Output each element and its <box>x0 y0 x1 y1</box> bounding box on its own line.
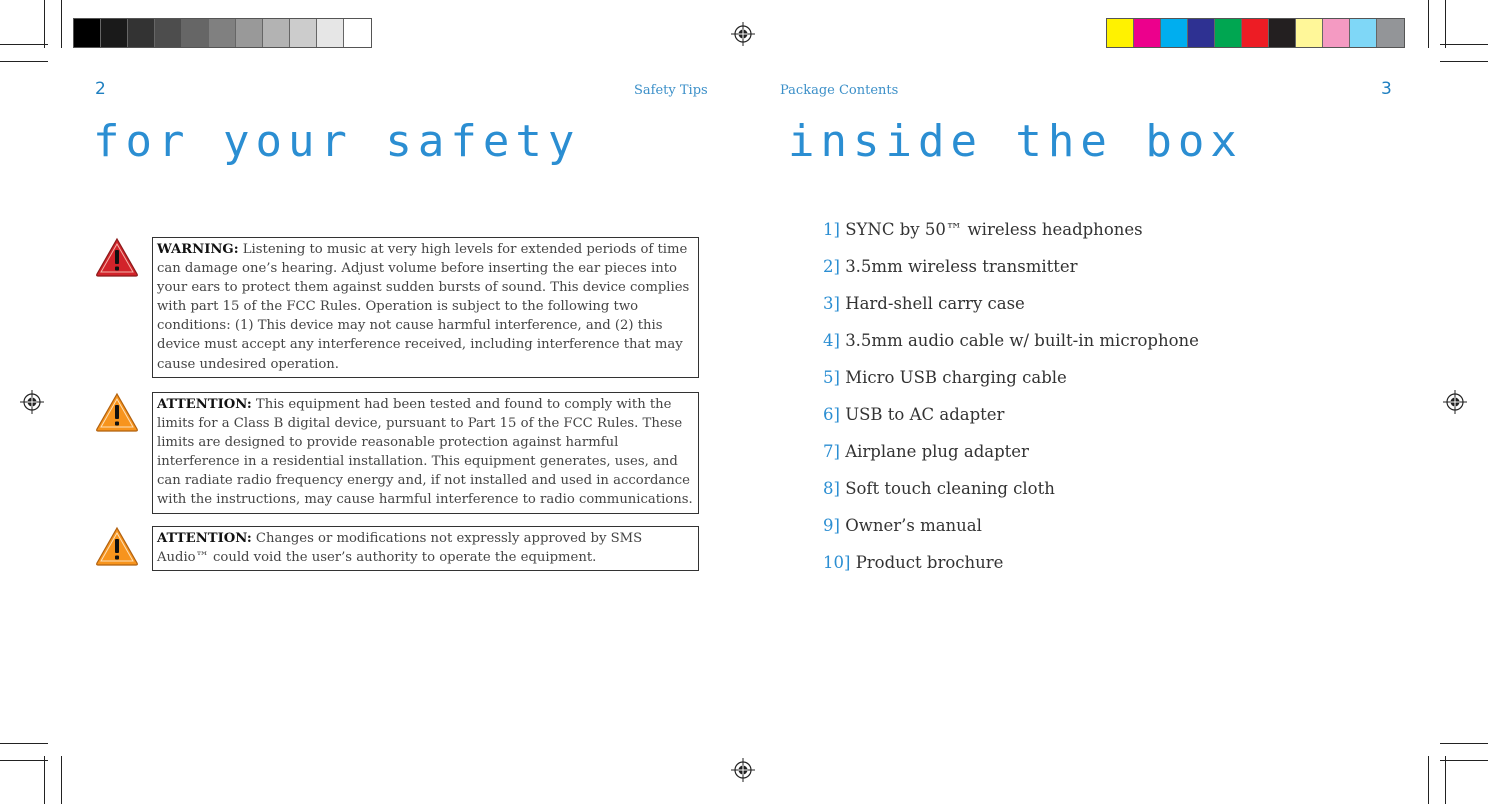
list-item <box>823 254 1199 291</box>
color-swatch <box>344 19 371 47</box>
item-text: Micro USB charging cable <box>845 368 1067 387</box>
item-text: 3.5mm wireless transmitter <box>845 257 1078 276</box>
item-text: Soft touch cleaning cloth <box>845 479 1055 498</box>
color-calibration-bar <box>1106 18 1405 48</box>
package-contents-list <box>823 217 1199 587</box>
attention-text-box <box>152 526 699 571</box>
registration-mark-icon <box>20 390 44 414</box>
item-number: 4] <box>823 331 840 350</box>
item-number: 9] <box>823 516 840 535</box>
warning-notice <box>95 237 699 378</box>
color-swatch <box>1269 19 1296 47</box>
list-item <box>823 217 1199 254</box>
item-number: 6] <box>823 405 840 424</box>
registration-mark-icon <box>1443 390 1467 414</box>
color-swatch <box>290 19 317 47</box>
color-swatch <box>101 19 128 47</box>
color-swatch <box>155 19 182 47</box>
registration-mark-icon <box>731 758 755 782</box>
notice-text: This equipment had been tested and found to comply with the limits for a Class B digital device, pursuant to Part 15 of the FCC Rules. These limits are designed to provide reasonable protection against harmful interference in a residential installation. This equipment generates, uses, and can radiate radio frequency energy and, if not installed and used in accordance with the instructions, may cause harmful interference to radio communications. <box>157 397 693 508</box>
color-swatch <box>263 19 290 47</box>
item-number: 7] <box>823 442 840 461</box>
item-number: 8] <box>823 479 840 498</box>
item-text: Product brochure <box>855 553 1004 572</box>
list-item <box>823 291 1199 328</box>
notice-lead: ATTENTION: <box>157 397 252 412</box>
color-swatch <box>1215 19 1242 47</box>
item-text: Airplane plug adapter <box>845 442 1029 461</box>
warning-text-box <box>152 237 699 378</box>
list-item <box>823 365 1199 402</box>
list-item <box>823 402 1199 439</box>
notice-lead: ATTENTION: <box>157 531 252 546</box>
color-swatch <box>1188 19 1215 47</box>
registration-mark-icon <box>731 22 755 46</box>
running-header: Package Contents <box>780 83 899 98</box>
item-number: 5] <box>823 368 840 387</box>
page-title: for your safety <box>93 116 581 167</box>
grayscale-calibration-bar <box>73 18 372 48</box>
notice-lead: WARNING: <box>157 242 239 257</box>
color-swatch <box>1377 19 1404 47</box>
color-swatch <box>1107 19 1134 47</box>
item-number: 10] <box>823 553 851 572</box>
color-swatch <box>209 19 236 47</box>
item-text: Owner’s manual <box>845 516 982 535</box>
color-swatch <box>1350 19 1377 47</box>
list-item <box>823 513 1199 550</box>
color-swatch <box>317 19 344 47</box>
color-swatch <box>1134 19 1161 47</box>
attention-notice <box>95 526 699 571</box>
list-item <box>823 328 1199 365</box>
item-number: 3] <box>823 294 840 313</box>
notice-text: Listening to music at very high levels for extended periods of time can damage one’s hearing. Adjust volume before inserting the ear pieces into your ears to protect them against sudden bursts of sound. This device complies with part 15 of the FCC Rules. Operation is subject to the following two conditions: (1) This device may not cause harmful interference, and (2) this device must accept any interference received, including interference that may cause undesired operation. <box>157 242 690 372</box>
color-swatch <box>1161 19 1188 47</box>
warning-triangle-orange-icon <box>95 526 139 566</box>
color-swatch <box>128 19 155 47</box>
running-header: Safety Tips <box>634 83 708 98</box>
item-number: 2] <box>823 257 840 276</box>
color-swatch <box>182 19 209 47</box>
color-swatch <box>236 19 263 47</box>
color-swatch <box>1242 19 1269 47</box>
attention-text-box <box>152 392 699 514</box>
item-number: 1] <box>823 220 840 239</box>
notice-text: Changes or modifications not expressly approved by SMS Audio™ could void the user’s authority to operate the equipment. <box>157 531 643 566</box>
warning-triangle-red-icon <box>95 237 139 277</box>
page-number: 2 <box>95 79 106 99</box>
page-number: 3 <box>1381 79 1392 99</box>
page-title: inside the box <box>788 116 1243 167</box>
item-text: SYNC by 50™ wireless headphones <box>845 220 1143 239</box>
attention-notice <box>95 392 699 514</box>
list-item <box>823 550 1199 587</box>
item-text: 3.5mm audio cable w/ built-in microphone <box>845 331 1199 350</box>
color-swatch <box>1323 19 1350 47</box>
item-text: USB to AC adapter <box>845 405 1005 424</box>
list-item <box>823 439 1199 476</box>
warning-triangle-orange-icon <box>95 392 139 432</box>
list-item <box>823 476 1199 513</box>
color-swatch <box>74 19 101 47</box>
item-text: Hard-shell carry case <box>845 294 1025 313</box>
color-swatch <box>1296 19 1323 47</box>
